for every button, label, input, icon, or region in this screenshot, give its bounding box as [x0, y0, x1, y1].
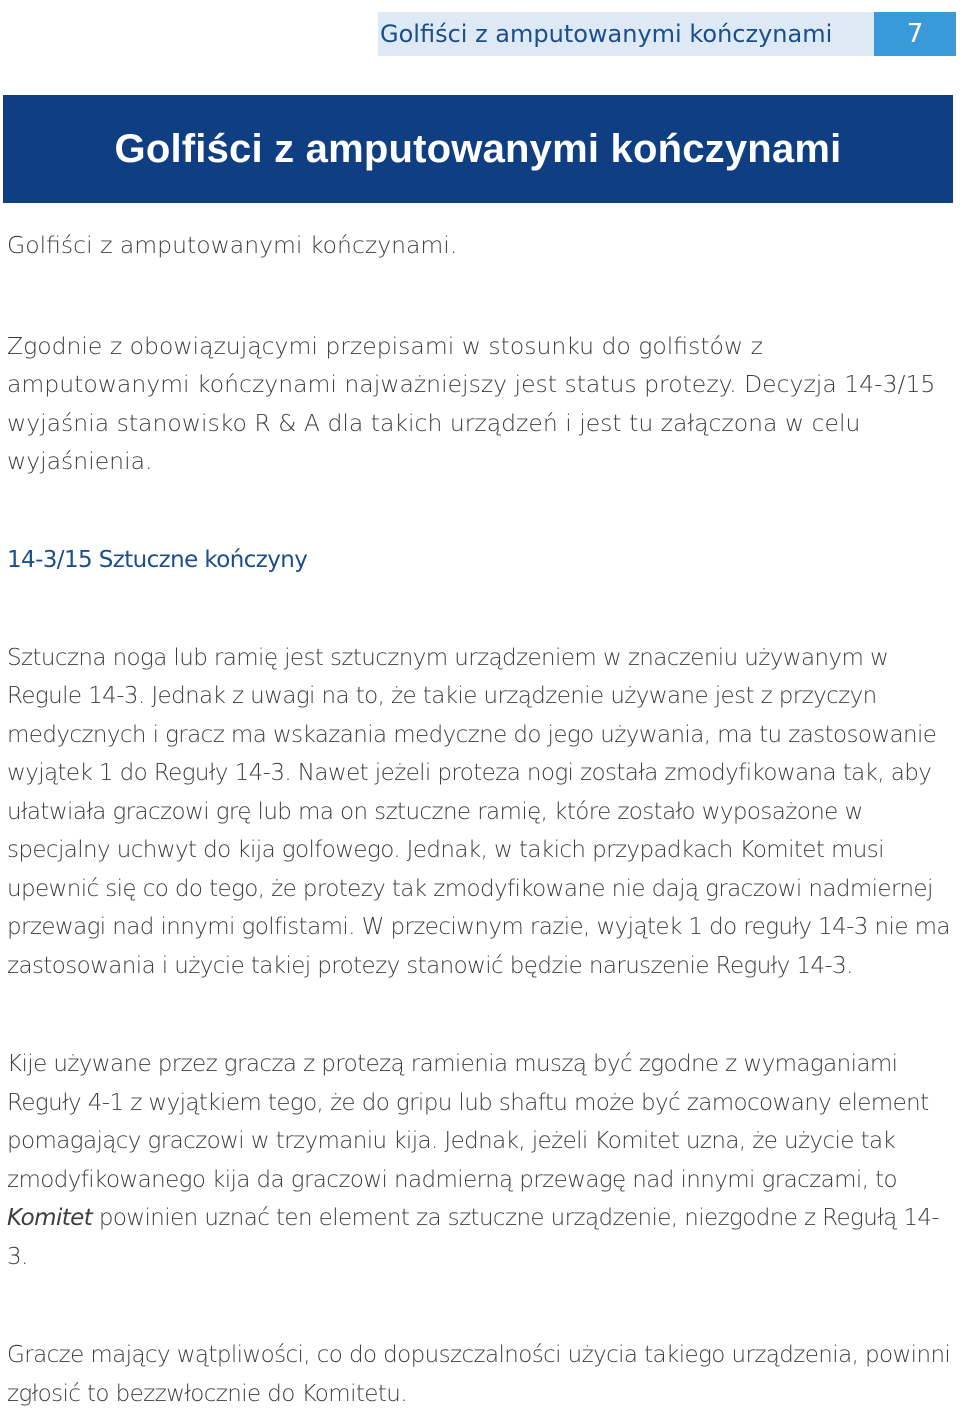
- page-number: 7: [874, 12, 956, 56]
- decision-paragraph: Sztuczna noga lub ramię jest sztucznym urządzeniem w znaczeniu używanym w Regule 14-3. Jednak z uwagi na to, że takie urządzenie używane jest z przyczyn medycznych i gracz ma wskazania medyczne do jego używania, ma tu zastosowanie wyjątek 1 do Reguły 14-3. Nawet jeżeli proteza nogi została zmodyfikowana tak, aby ułatwiała graczowi grę lub ma on sztuczne ramię, które zostało wyposażone w specjalny uchwyt do kija golfowego. Jednak, w takich przypadkach Komitet musi upewnić się co do tego, że protezy tak zmodyfikowane nie dają graczowi nadmiernej przewagi nad innymi golfistami. W przeciwnym razie, wyjątek 1 do reguły 14-3 nie ma zastosowania i użycie takiej protezy stanowić będzie naruszenie Reguły 14-3.: [7, 644, 950, 979]
- title-banner: [3, 95, 953, 203]
- page-title: Golfiści z amputowanymi kończynami: [114, 126, 842, 171]
- status-paragraph: Zgodnie z obowiązującymi przepisami w stosunku do golfistów z amputowanymi kończynami najważniejszy jest status protezy. Decyzja 14-3/15 wyjaśnia stanowisko R & A dla takich urządzeń i jest tu załączona w celu wyjaśnienia.: [7, 331, 936, 475]
- closing-paragraph: Gracze mający wątpliwości, co do dopuszczalności użycia takiego urządzenia, powinni zgłosić to bezzwłocznie do Komitetu.: [7, 1342, 951, 1407]
- clubs-paragraph: [7, 1045, 952, 1276]
- running-title: Golfiści z amputowanymi kończynami: [378, 12, 874, 56]
- intro-paragraph: Golfiści z amputowanymi kończynami.: [7, 231, 458, 259]
- clubs-text-end: powinien uznać ten element za sztuczne urządzenie, niezgodne z Regułą 14-3.: [7, 1205, 940, 1270]
- clubs-emphasis: Komitet: [7, 1205, 93, 1231]
- running-header: [378, 12, 956, 56]
- decision-heading: 14-3/15 Sztuczne kończyny: [7, 546, 308, 573]
- document-body: [7, 226, 952, 1413]
- clubs-text-start: Kije używane przez gracza z protezą ramienia muszą być zgodne z wymaganiami Reguły 4-1 z wyjątkiem tego, że do gripu lub shaftu może być zamocowany element pomagający graczowi w trzymaniu kija. Jednak, jeżeli Komitet uzna, że użycie tak zmodyfikowanego kija da graczowi nadmierną przewagę nad innymi graczami, to: [7, 1051, 929, 1193]
